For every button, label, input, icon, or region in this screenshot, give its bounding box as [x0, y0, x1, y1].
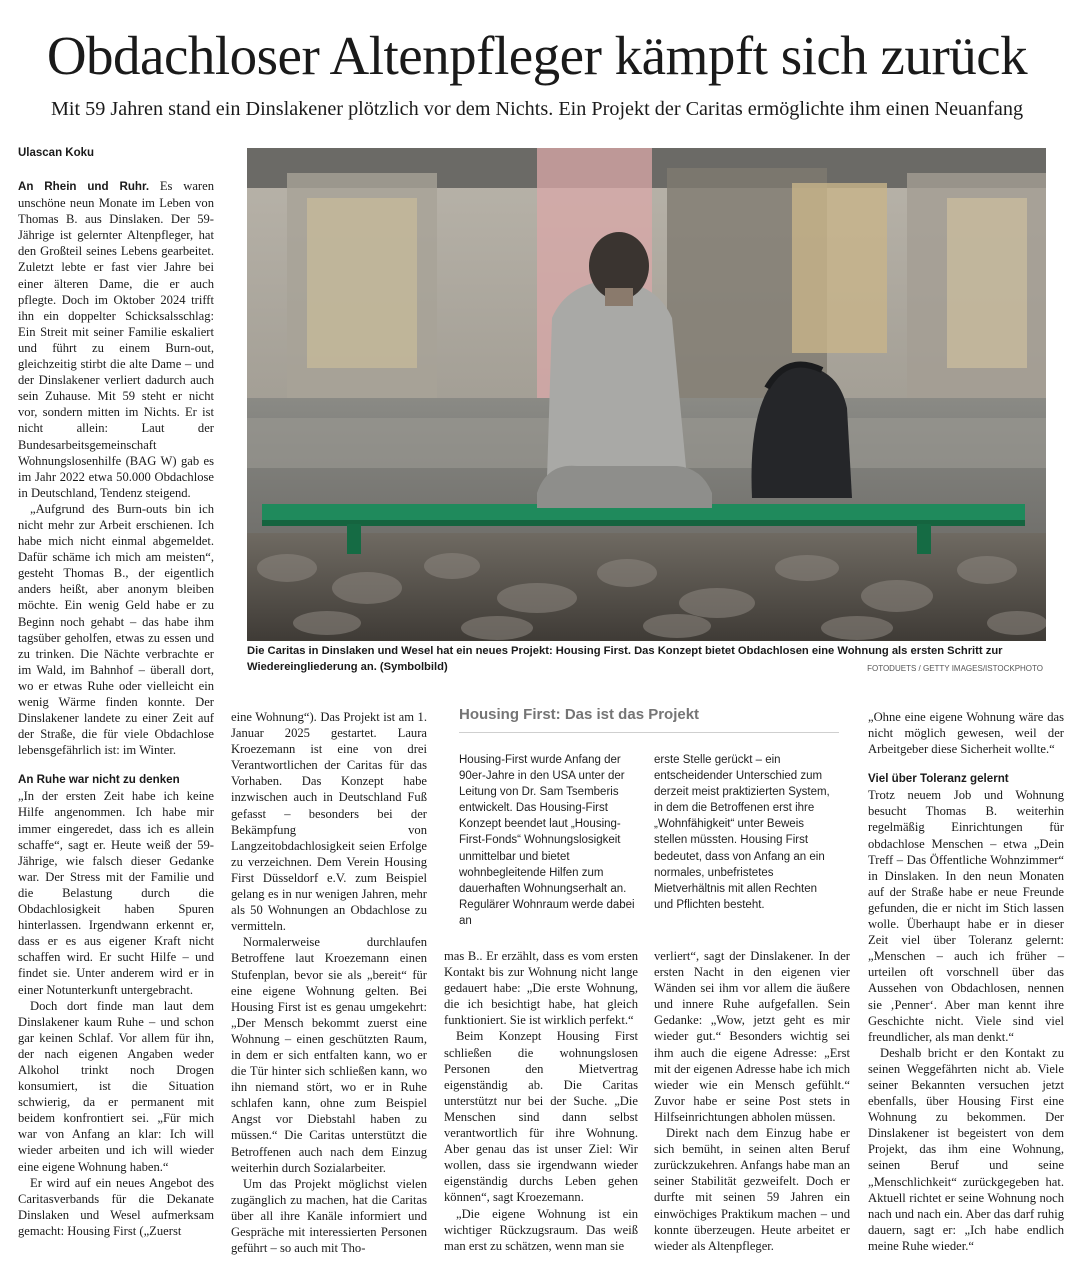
subheadline-text: Mit 59 Jahren stand ein Dinslakener plötzlich vor dem Nichts. Ein Projekt der Caritas ermöglichte ihm einen Neuanfang: [50, 98, 1024, 120]
infobox-left-text: Housing-First wurde Anfang der 90er-Jahre in den USA unter der Leitung von Dr. Sam Tsemberis entwickelt. Das Housing-First Konzept beendet laut „Housing-First-Fonds“ Wohnungslosigkeit unmittelbar und bietet wohnbegleitende Hilfen zum dauerhaften Wohnungserhalt an. Regulärer Wohnraum werde dabei an: [459, 754, 635, 927]
paragraph: mas B.. Er erzählt, dass es vom ersten Kontakt bis zur Wohnung nicht lange gedauert habe: „Die erste Wohnung, die ich besichtigt habe, hat gleich funktioniert. Sie ist wirklich perfekt.“: [444, 949, 638, 1028]
paragraph: eine Wohnung“). Das Projekt ist am 1. Januar 2025 gestartet. Laura Kroezemann ist eine von drei Verantwortlichen der Caritas für das Vorhaben. Das Konzept habe inzwischen auch in Deutschland Fuß gefasst – besonders bei der Bekämpfung von Langzeitobdachlosigkeit seien Erfolge zu verzeichnen. Dem Verein Housing First Düsseldorf e.V. zum Beispiel gelang es in nur wenigen Jahren, mehr als 50 Wohnungen an Obdachlose zu vermitteln.: [231, 710, 427, 934]
headline-text: Obdachloser Altenpfleger kämpft sich zurück: [46, 25, 1028, 86]
subheadline: [0, 96, 1074, 122]
infobox-rule: [459, 732, 839, 733]
article-column-1: [18, 178, 214, 1239]
infobox-right: [654, 752, 836, 913]
infobox-right-text: erste Stelle gerückt – ein entscheidender Unterschied zum derzeit meist praktizierten System, in dem die Betroffenen erst ihre „Wohnfähigkeit“ unter Beweis stellen müssten. Housing First bedeutet, dass von Anfang an ein normales, unbefristetes Mietverhältnis mit allen Rechten und Pflichten besteht.: [654, 754, 830, 911]
paragraph: „Die eigene Wohnung ist ein wichtiger Rückzugsraum. Das weiß man erst zu schätzen, wenn man sie: [444, 1206, 638, 1253]
article-column-2: [231, 709, 427, 1256]
dateline: An Rhein und Ruhr.: [18, 180, 150, 193]
article-column-4: [654, 948, 850, 1254]
paragraph: „Aufgrund des Burn-outs bin ich nicht mehr zur Arbeit erschienen. Ich habe mich nicht einmal abgemeldet. Dafür schäme ich mich am meisten“, gesteht Thomas B., der eigentlich anders heißt, aber anonym bleiben möchte. Ein wenig Geld habe er zu Beginn noch gehabt – das habe ihm tagsüber geholfen, etwas zu essen und zu trinken. Die Nächte verbrachte er im Wald, im Bahnhof – überall dort, wo er etwas Ruhe oder vielleicht ein wenig Wärme finden konnte. Der Dinslakener landete zu einer Zeit auf der Straße, die für viele Obdachlose lebensgefährlich ist: im Winter.: [18, 501, 214, 758]
section-heading: Viel über Toleranz gelernt: [868, 772, 1009, 786]
paragraph: Normalerweise durchlaufen Betroffene laut Kroezemann einen Stufenplan, bevor sie als „bereit“ für eine eigene Wohnung gelten. Bei Housing First ist es genau umgekehrt: „Der Mensch bekommt zuerst eine Wohnung – einen geschützten Raum, in dem er sich entfalten kann, wo er die Tür hinter sich schließen kann, wo ihn niemand stört, wo er in Ruhe schlafen kann, ohne zum Beispiel Angst vor Diebstahl haben zu müssen.“ Die Caritas unterstützt die Betroffenen auch nach dem Einzug weiterhin durch Sozialarbeiter.: [231, 935, 427, 1175]
article-column-3: [444, 948, 638, 1254]
article-photo: [247, 148, 1046, 641]
paragraph-text: Es waren unschöne neun Monate im Leben von Thomas B. aus Dinslaken. Der 59-Jährige ist gelernter Altenpfleger, hat den Großteil seines Lebens gearbeitet. Zuletzt lebte er fast vier Jahre bei einer älteren Dame, die er auch pflegte. Doch im Oktober 2024 trifft ihn ein doppelter Schicksalsschlag: Ein Streit mit seiner Familie eskaliert und führt zu einem Burn-out, gleichzeitig stirbt die alte Dame – und der Dinslakener verliert dadurch auch sein Zuhause. Mit 59 steht er nicht vor, sondern mitten im Nichts. Er ist nicht allein: Laut der Bundesarbeitsgemeinschaft Wohnungslosenhilfe (BAG W) gab es im Jahr 2022 etwa 50.000 Obdachlose in Deutschland, Tendenz steigend.: [18, 179, 214, 500]
section-heading: An Ruhe war nicht zu denken: [18, 773, 180, 787]
paragraph: [18, 178, 214, 501]
headline: [0, 22, 1074, 90]
paragraph: Er wird auf ein neues Angebot des Caritasverbands für die Dekanate Dinslaken und Wesel aufmerksam gemacht: Housing First („Zuerst: [18, 1175, 214, 1238]
paragraph: Um das Projekt möglichst vielen zugänglich zu machen, hat die Caritas über all ihre Kanäle informiert und Gespräche mit interessierten Personen geführt – so auch mit Tho-: [231, 1176, 427, 1256]
paragraph: Direkt nach dem Einzug habe er sich bemüht, in seinen alten Beruf zurückzukehren. Anfangs habe man an seiner Stabilität gezweifelt. Doch er durfte mit seinen 59 Jahren ein einwöchiges Praktikum machen – und konnte überzeugen. Heute arbeitet er wieder als Altenpfleger.: [654, 1126, 850, 1253]
paragraph: „Ohne eine eigene Wohnung wäre das nicht möglich gewesen, weil der Arbeitgeber diese Sicherheit wollte.“: [868, 710, 1064, 757]
paragraph: Doch dort finde man laut dem Dinslakener kaum Ruhe – und schon gar keinen Schlaf. Vor allem für ihn, der nach eigenen Angaben weder Alkohol trinkt noch Drogen konsumiert, ist die Situation schwierig, da er permanent mit beidem konfrontiert sei. „Für mich war von Anfang an klar: Ich will wieder arbeiten und ich will wieder eine eigene Wohnung haben.“: [18, 998, 214, 1174]
paragraph: Trotz neuem Job und Wohnung besucht Thomas B. weiterhin regelmäßig Einrichtungen für obdachlose Menschen – etwa „Dein Treff – Das Öffentliche Wohnzimmer“ in Dinslaken. In den neun Monaten auf der Straße habe er neue Freunde gefunden, die er nicht im Stich lassen wolle. Überhaupt habe er in dieser Zeit viel über Toleranz gelernt: „Menschen – auch ich früher – urteilen oft vorschnell über das Aussehen von Obdachlosen, nennen sie ‚Penner‘. Aber man kennt ihre Geschichte nicht. Viele sind viel freundlicher, als man denkt.“: [868, 788, 1064, 1044]
infobox: [444, 690, 846, 930]
paragraph: „In der ersten Zeit habe ich keine Hilfe angenommen. Ich habe mir immer eingeredet, dass ich es allein schaffe“, sagt er. Heute weiß der 59-Jährige, wie falsch dieser Gedanke war. Der Stress mit der Familie und die Belastung durch die Obdachlosigkeit haben Spuren hinterlassen. Irgendwann erkennt er, dass er es aus eigener Kraft nicht schaffen wird. Er sucht Hilfe – und findet sie. Unter anderem wird er in einer Notunterkunft untergebracht.: [18, 789, 214, 997]
photo-caption-text: Die Caritas in Dinslaken und Wesel hat ein neues Projekt: Housing First. Das Konzept bietet Obdachlosen eine Wohnung als ersten Schritt zur Wiedereingliederung an. (Symbolbild): [247, 645, 1003, 673]
paragraph: verliert“, sagt der Dinslakener. In der ersten Nacht in den eigenen vier Wänden sei ihm vor allem die äußere und innere Ruhe aufgefallen. Sein Gedanke: „Wow, jetzt geht es mir wieder gut.“ Besonders wichtig sei ihm auch die eigene Adresse: „Erst mit der eigenen Adresse habe ich mich wieder wie ein Mensch gefühlt.“ Zuvor habe er seine Post stets in Hilfseinrichtungen abholen müssen.: [654, 949, 850, 1124]
article-column-5: [868, 709, 1064, 1254]
author-byline: Ulascan Koku: [18, 147, 95, 159]
photo-credit: FOTODUETS / GETTY IMAGES/ISTOCKPHOTO: [867, 664, 1043, 673]
photo-illustration: [247, 148, 1046, 641]
infobox-left: [459, 752, 639, 929]
paragraph: Beim Konzept Housing First schließen die wohnungslosen Personen den Mietvertrag eigenständig ab. Die Caritas unterstützt nur bei der Suche. „Die Menschen sind dann selbst verantwortlich für ihre Wohnung. Aber genau das ist unser Ziel: Wir wollen, dass sie irgendwann wieder eigenständig durchs Leben gehen können“, sagt Kroezemann.: [444, 1029, 638, 1205]
paragraph: Deshalb bricht er den Kontakt zu seinen Weggefährten nicht ab. Viele seiner Bekannten versuchen jetzt ebenfalls, über Housing First eine Wohnung zu bekommen. Der Dinslakener ist begeistert von dem Projekt, das ihm eine Wohnung, seinen Beruf und seine „Menschlichkeit“ zurückgegeben hat. Aktuell richtet er seine Wohnung noch nach und nach ein. Aber das darf ruhig dauern, sagt er: „Ich habe endlich meine Ruhe wieder.“: [868, 1045, 1064, 1253]
infobox-title: Housing First: Das ist das Projekt: [459, 706, 700, 723]
